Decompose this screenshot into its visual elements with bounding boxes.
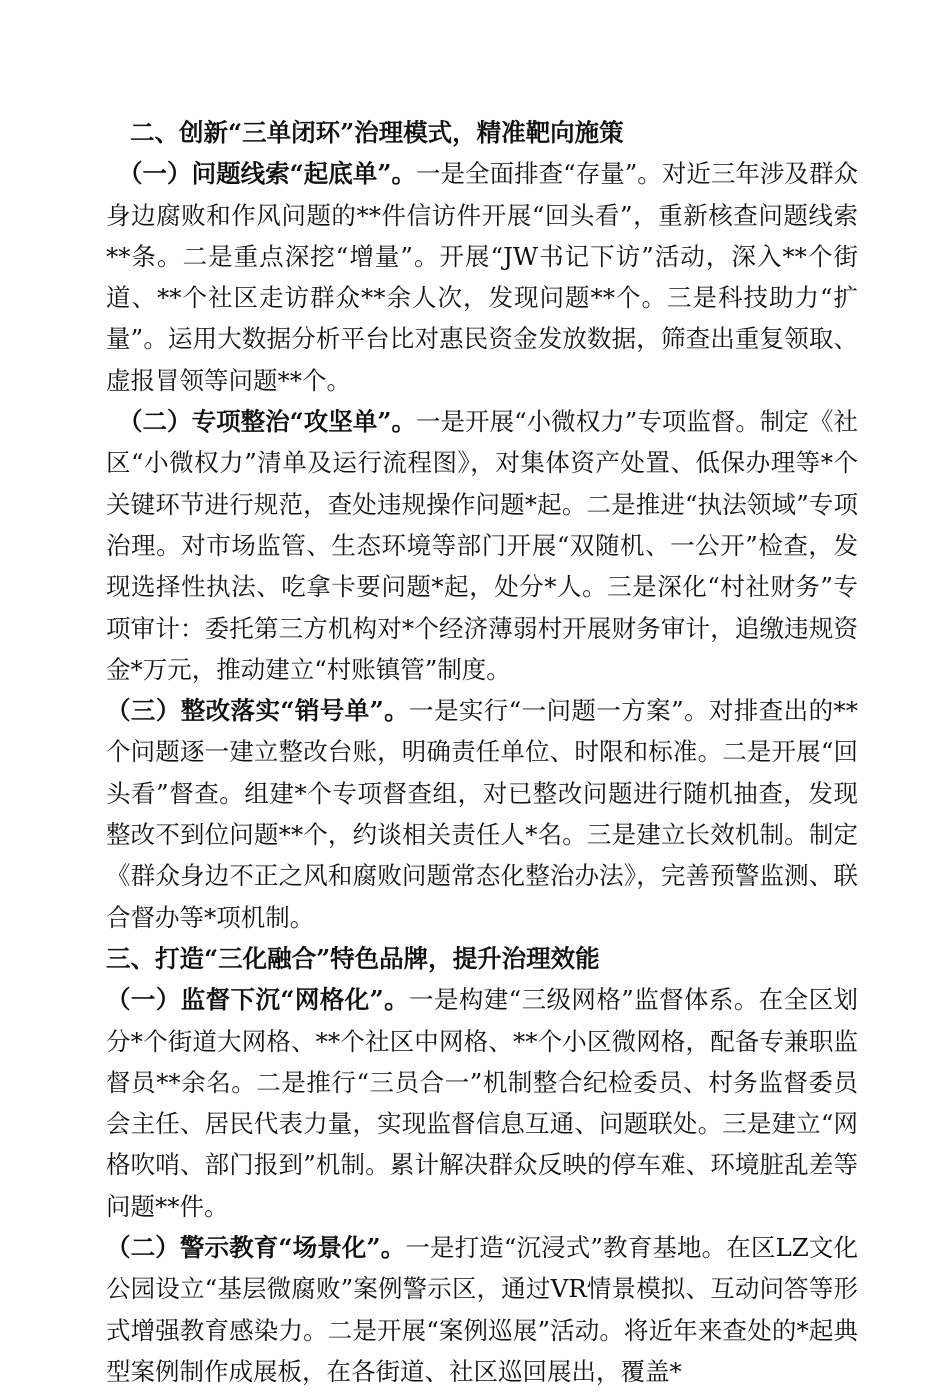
paragraph-warning-education [106, 1227, 858, 1392]
item-title: （三）整改落实“销号单”。 [106, 696, 410, 726]
item-title: （一）监督下沉“网格化”。 [106, 985, 410, 1015]
item-title: （一）问题线索“起底单”。 [118, 159, 416, 189]
item-title: （二）专项整治“攻坚单”。 [118, 407, 416, 437]
paragraph-special-rectification [106, 401, 858, 690]
item-body: 一是实行“一问题一方案”。对排查出的**个问题逐一建立整改台账，明确责任单位、时限和标准。二是开展“回头看”督查。组建*个专项督查组，对已整改问题进行随机抽查，发现整改不到位问题**个，约谈相关责任人*名。三是建立长效机制。制定《群众身边不正之风和腐败问题常态化整治办法》，完善预警监测、联合督办等*项机制。 [106, 696, 858, 932]
document-body [106, 112, 858, 1392]
item-body: 一是构建“三级网格”监督体系。在全区划分*个街道大网格、**个社区中网格、**个小区微网格，配备专兼职监督员**余名。二是推行“三员合一”机制整合纪检委员、村务监督委员会主任、居民代表力量，实现监督信息互通、问题联处。三是建立“网格吹哨、部门报到”机制。累计解决群众反映的停车难、环境脏乱差等问题**件。 [106, 985, 858, 1221]
item-body: 一是开展“小微权力”专项监督。制定《社区“小微权力”清单及运行流程图》，对集体资产处置、低保办理等*个关键环节进行规范，查处违规操作问题*起。二是推进“执法领域”专项治理。对市场监管、生态环境等部门开展“双随机、一公开”检查，发现选择性执法、吃拿卡要问题*起，处分*人。三是深化“村社财务”专项审计：委托第三方机构对*个经济薄弱村开展财务审计，追缴违规资金*万元，推动建立“村账镇管”制度。 [106, 407, 858, 684]
section-heading-2: 二、创新“三单闭环”治理模式，精准靶向施策 [130, 118, 624, 147]
item-body: 一是打造“沉浸式”教育基地。在区LZ文化公园设立“基层微腐败”案例警示区，通过VR情景模拟、互动问答等形式增强教育感染力。二是开展“案例巡展”活动。将近年来查处的*起典型案例制作成展板，在各街道、社区巡回展出，覆盖* [106, 1233, 859, 1386]
section-heading-3: 三、打造“三化融合”特色品牌，提升治理效能 [106, 943, 600, 973]
item-title: （二）警示教育“场景化”。 [106, 1233, 406, 1263]
paragraph-rectification-implementation [106, 690, 858, 938]
item-body: 一是全面排查“存量”。对近三年涉及群众身边腐败和作风问题的**件信访件开展“回头看”，重新核查问题线索**条。二是重点深挖“增量”。开展“JW书记下访”活动，深入**个街道、**个社区走访群众**余人次，发现问题**个。三是科技助力“扩量”。运用大数据分析平台比对惠民资金发放数据，筛查出重复领取、虚报冒领等问题**个。 [106, 159, 858, 395]
paragraph-problem-clues [106, 153, 858, 401]
paragraph-grid-supervision [106, 979, 858, 1227]
